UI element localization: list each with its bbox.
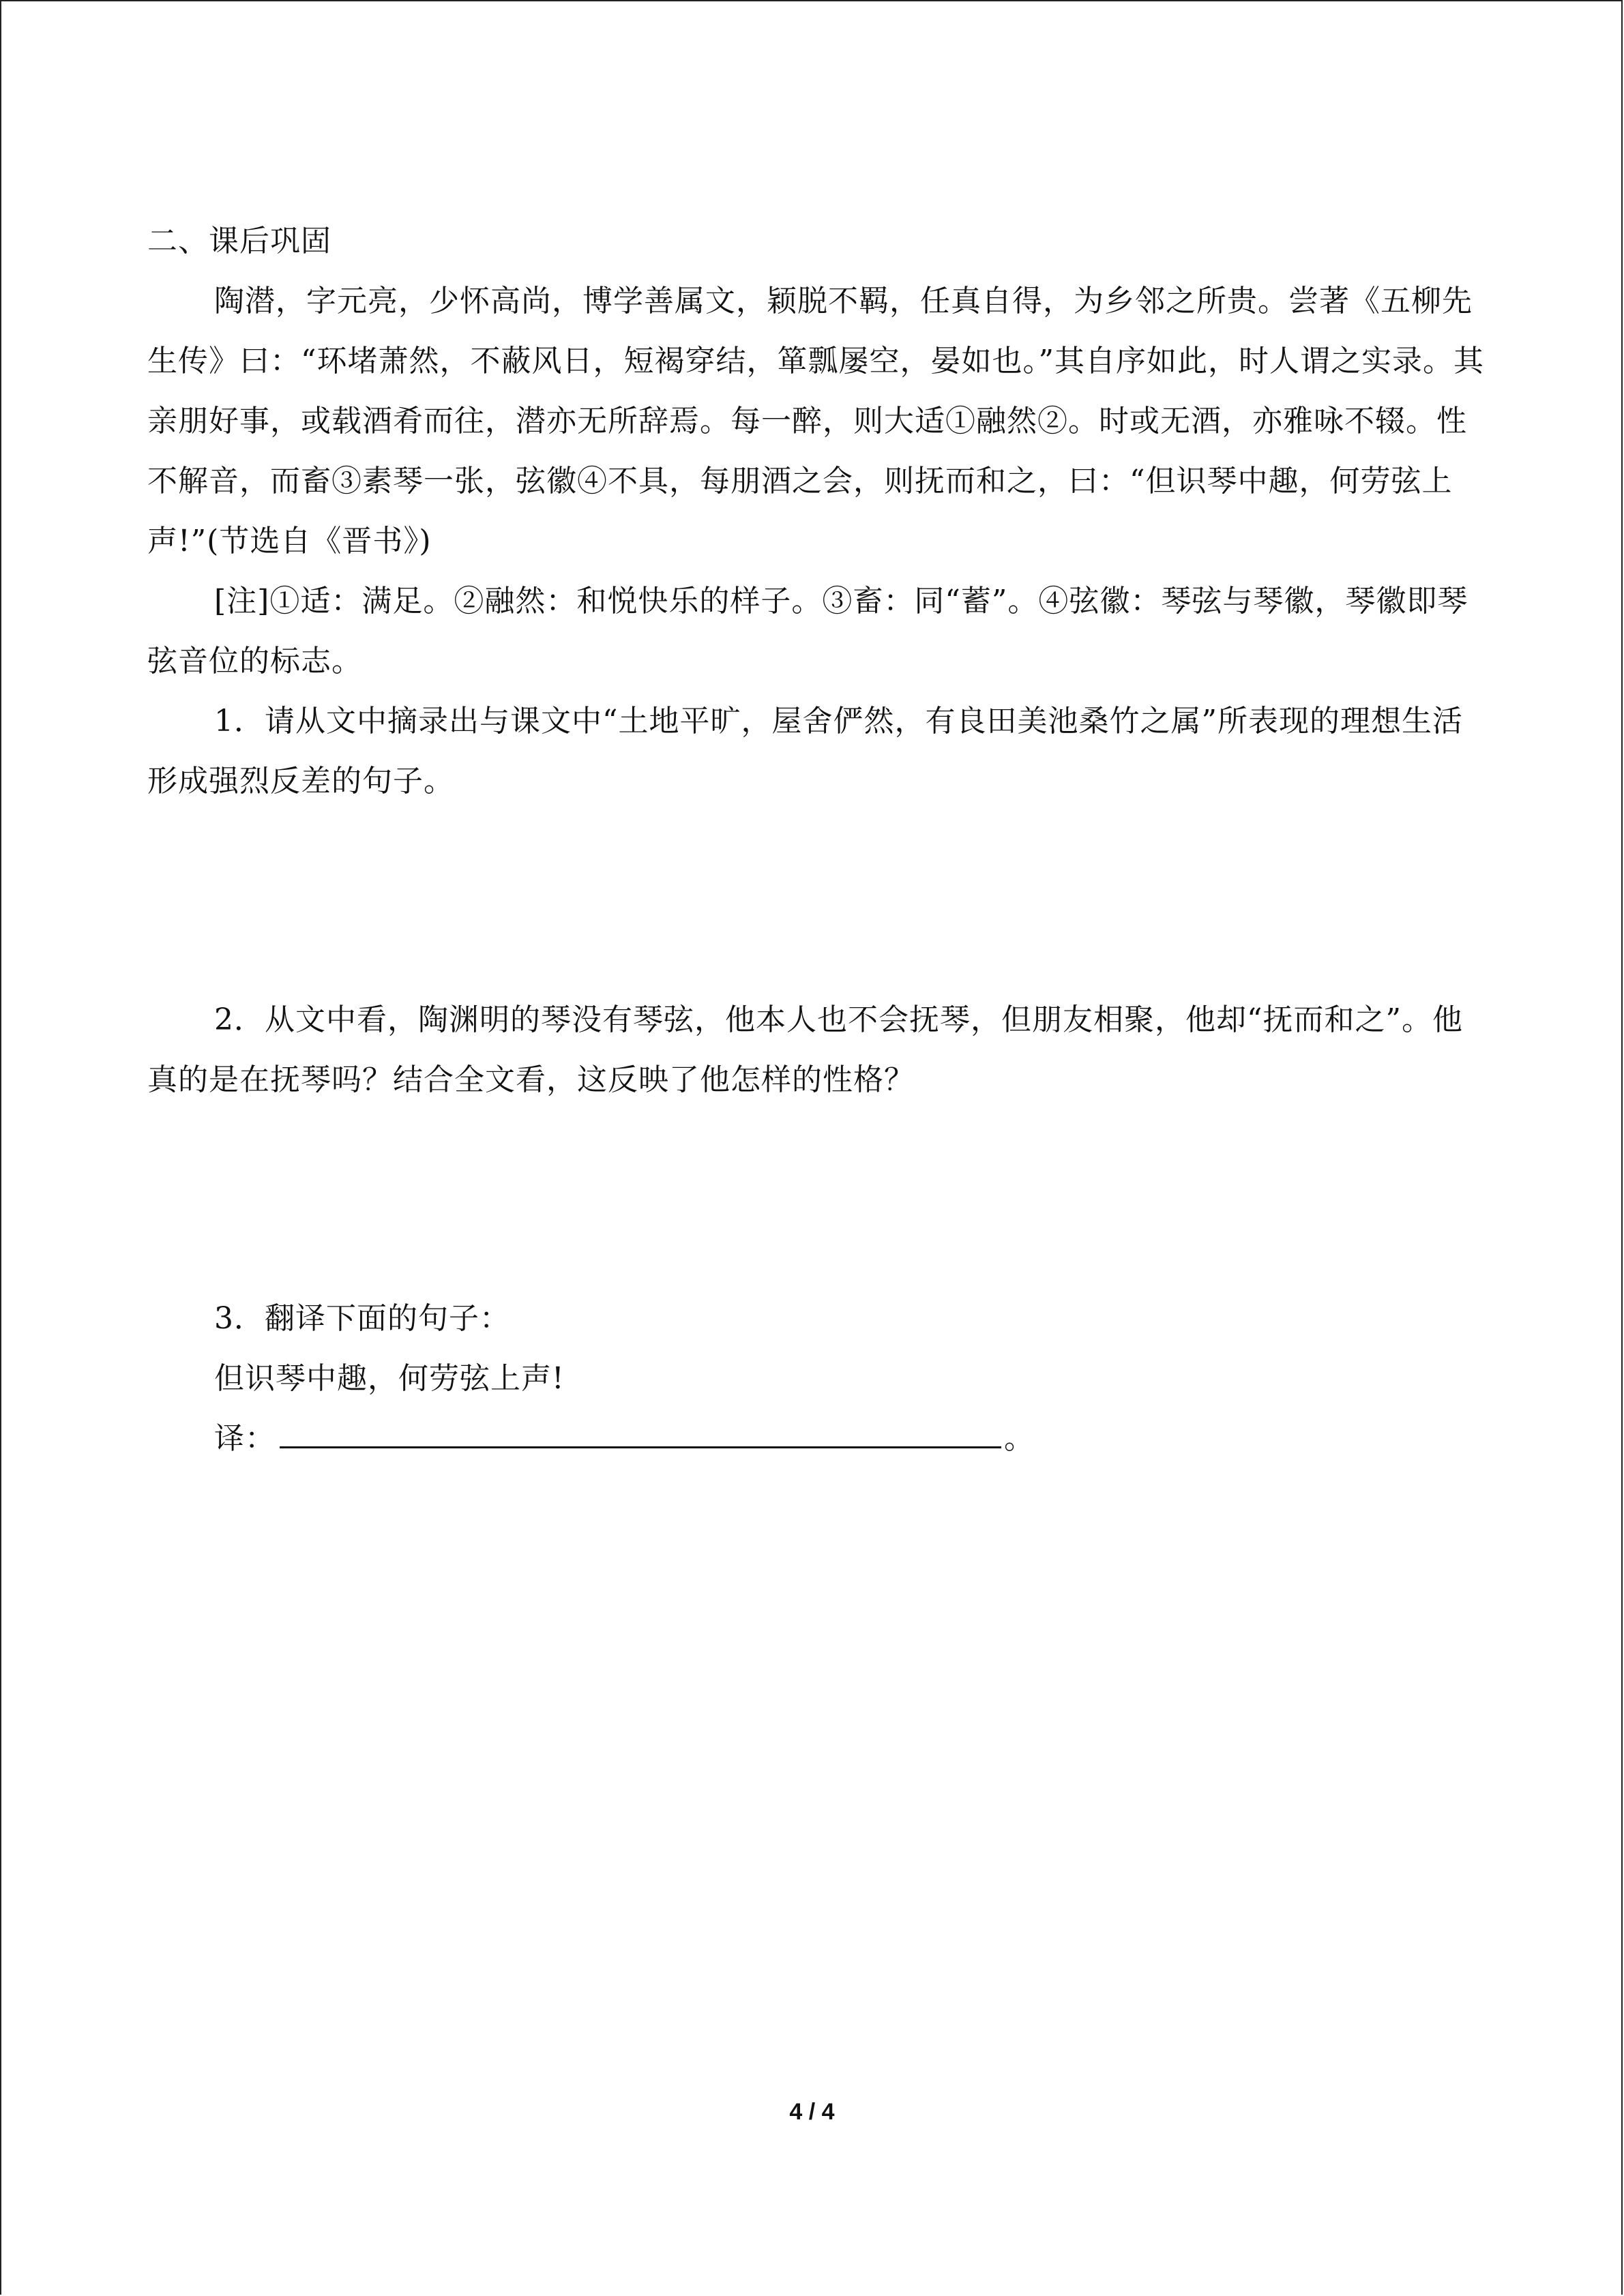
question-1: 1．请从文中摘录出与课文中“土地平旷，屋舍俨然，有良田美池桑竹之属”所表现的理想生活形成强烈反差的句子。: [147, 704, 1463, 799]
document-body: [147, 211, 1484, 1469]
question-2: 2．从文中看，陶渊明的琴没有琴弦，他本人也不会抚琴，但朋友相聚，他却“抚而和之”。他真的是在抚琴吗？结合全文看，这反映了他怎样的性格？: [147, 1002, 1463, 1097]
passage-note: [注]①适：满足。②融然：和悦快乐的样子。③畜：同“蓄”。④弦徽：琴弦与琴徽，琴徽即琴弦音位的标志。: [147, 584, 1468, 679]
answer-area-1[interactable]: [147, 811, 1484, 990]
translation-end-mark: 。: [1004, 1421, 1035, 1456]
question-3: 3．翻译下面的句子：: [214, 1301, 510, 1336]
translation-row: [147, 1409, 1484, 1469]
page-number: 4 / 4: [789, 2099, 835, 2125]
answer-area-2[interactable]: [147, 1110, 1484, 1289]
question-3-sentence: 但识琴中趣，何劳弦上声!: [214, 1361, 565, 1396]
translation-label: 译：: [214, 1421, 276, 1456]
section-title: 二、课后巩固: [147, 224, 331, 258]
translation-blank[interactable]: [280, 1411, 1001, 1448]
passage-text: 陶潜，字元亮，少怀高尚，博学善属文，颖脱不羁，任真自得，为乡邻之所贵。尝著《五柳先生传》曰：“环堵萧然，不蔽风日，短褐穿结，箪瓢屡空，晏如也。”其自序如此，时人谓之实录。其亲朋好事，或载酒肴而往，潜亦无所辞焉。每一醉，则大适①融然②。时或无酒，亦雅咏不辍。性不解音，而畜③素琴一张，弦徽④不具，每朋酒之会，则抚而和之，曰：“但识琴中趣，何劳弦上声!”(节选自《晋书》): [147, 284, 1484, 558]
